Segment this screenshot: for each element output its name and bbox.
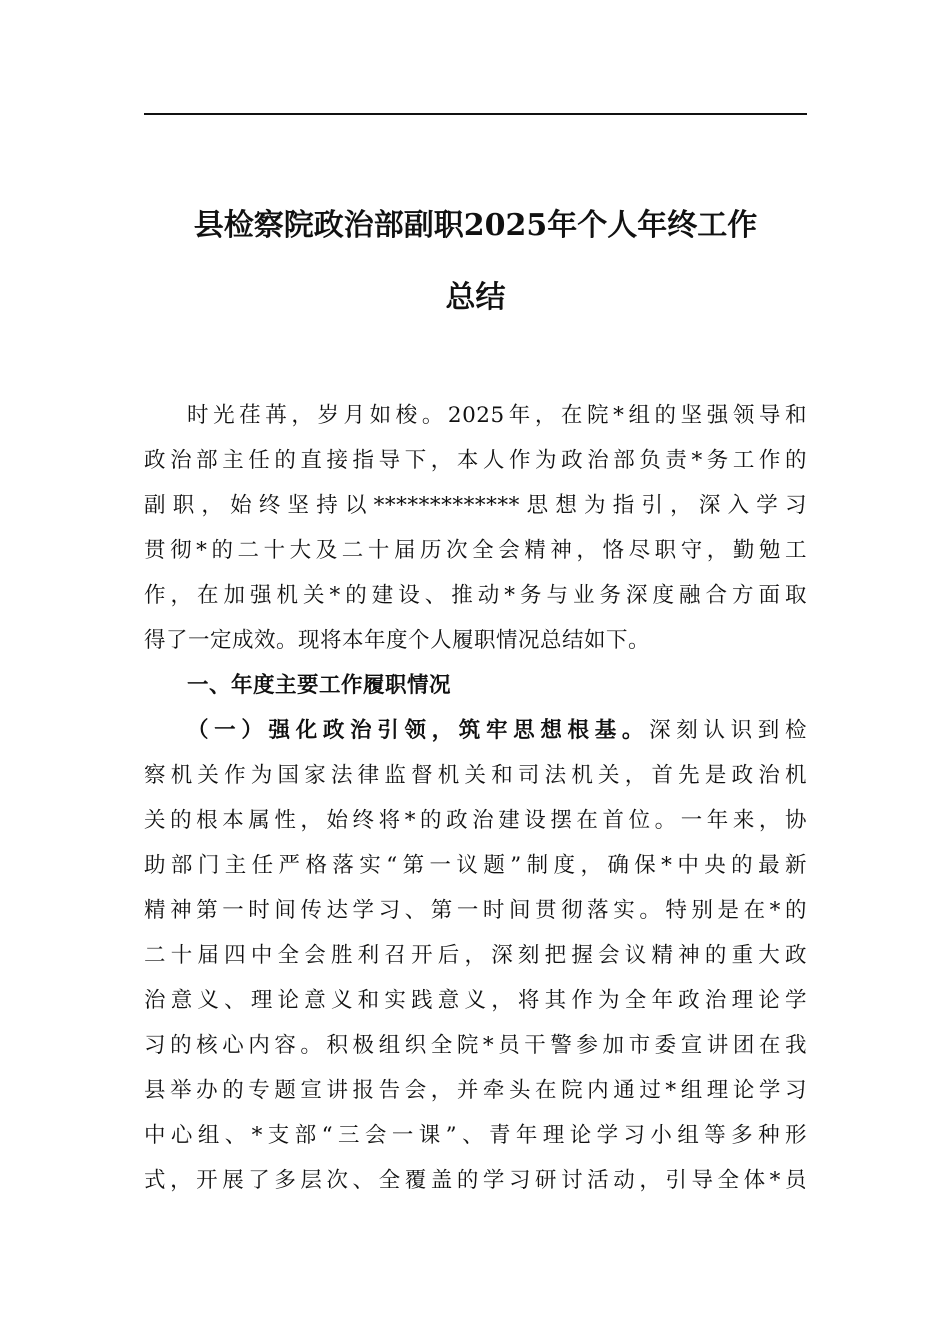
text-line: 贯彻*的二十大及二十届历次全会精神，恪尽职守，勤勉工 bbox=[144, 538, 807, 563]
subsection-lead: （一）强化政治引领，筑牢思想根基。 bbox=[187, 718, 650, 743]
text-line: 治意义、理论意义和实践意义，将其作为全年政治理论学 bbox=[144, 988, 807, 1013]
text-line: 作，在加强机关*的建设、推动*务与业务深度融合方面取 bbox=[144, 583, 807, 608]
title-line-2: 总结 bbox=[445, 280, 506, 315]
text-line: 中心组、*支部“三会一课”、青年理论学习小组等多种形 bbox=[144, 1123, 807, 1148]
document-body bbox=[144, 393, 807, 1203]
title-line-1: 县检察院政治部副职2025年个人年终工作 bbox=[193, 208, 758, 243]
intro-paragraph bbox=[144, 393, 807, 663]
text-line: 精神第一时间传达学习、第一时间贯彻落实。特别是在*的 bbox=[144, 898, 807, 923]
document-title bbox=[144, 190, 807, 334]
text-line: 时光荏苒，岁月如梭。2025年，在院*组的坚强领导和 bbox=[187, 403, 807, 428]
text-line: 得了一定成效。现将本年度个人履职情况总结如下。 bbox=[144, 628, 651, 653]
text-line: 助部门主任严格落实“第一议题”制度，确保*中央的最新 bbox=[144, 853, 807, 878]
text-line bbox=[144, 708, 807, 753]
text-line: 副职，始终坚持以*************思想为指引，深入学习 bbox=[144, 493, 807, 518]
subsection-first-line-rest: 深刻认识到检 bbox=[649, 718, 807, 743]
text-line: 二十届四中全会胜利召开后，深刻把握会议精神的重大政 bbox=[144, 943, 807, 968]
text-line: 政治部主任的直接指导下，本人作为政治部负责*务工作的 bbox=[144, 448, 807, 473]
text-line: 习的核心内容。积极组织全院*员干警参加市委宣讲团在我 bbox=[144, 1033, 807, 1058]
text-line: 察机关作为国家法律监督机关和司法机关，首先是政治机 bbox=[144, 763, 807, 788]
text-line: 式，开展了多层次、全覆盖的学习研讨活动，引导全体*员 bbox=[144, 1168, 807, 1193]
subsection-paragraph bbox=[144, 708, 807, 1203]
text-line: 县举办的专题宣讲报告会，并牵头在院内通过*组理论学习 bbox=[144, 1078, 807, 1103]
text-line: 关的根本属性，始终将*的政治建设摆在首位。一年来，协 bbox=[144, 808, 807, 833]
section-heading: 一、年度主要工作履职情况 bbox=[187, 673, 452, 698]
header-rule bbox=[144, 113, 807, 115]
